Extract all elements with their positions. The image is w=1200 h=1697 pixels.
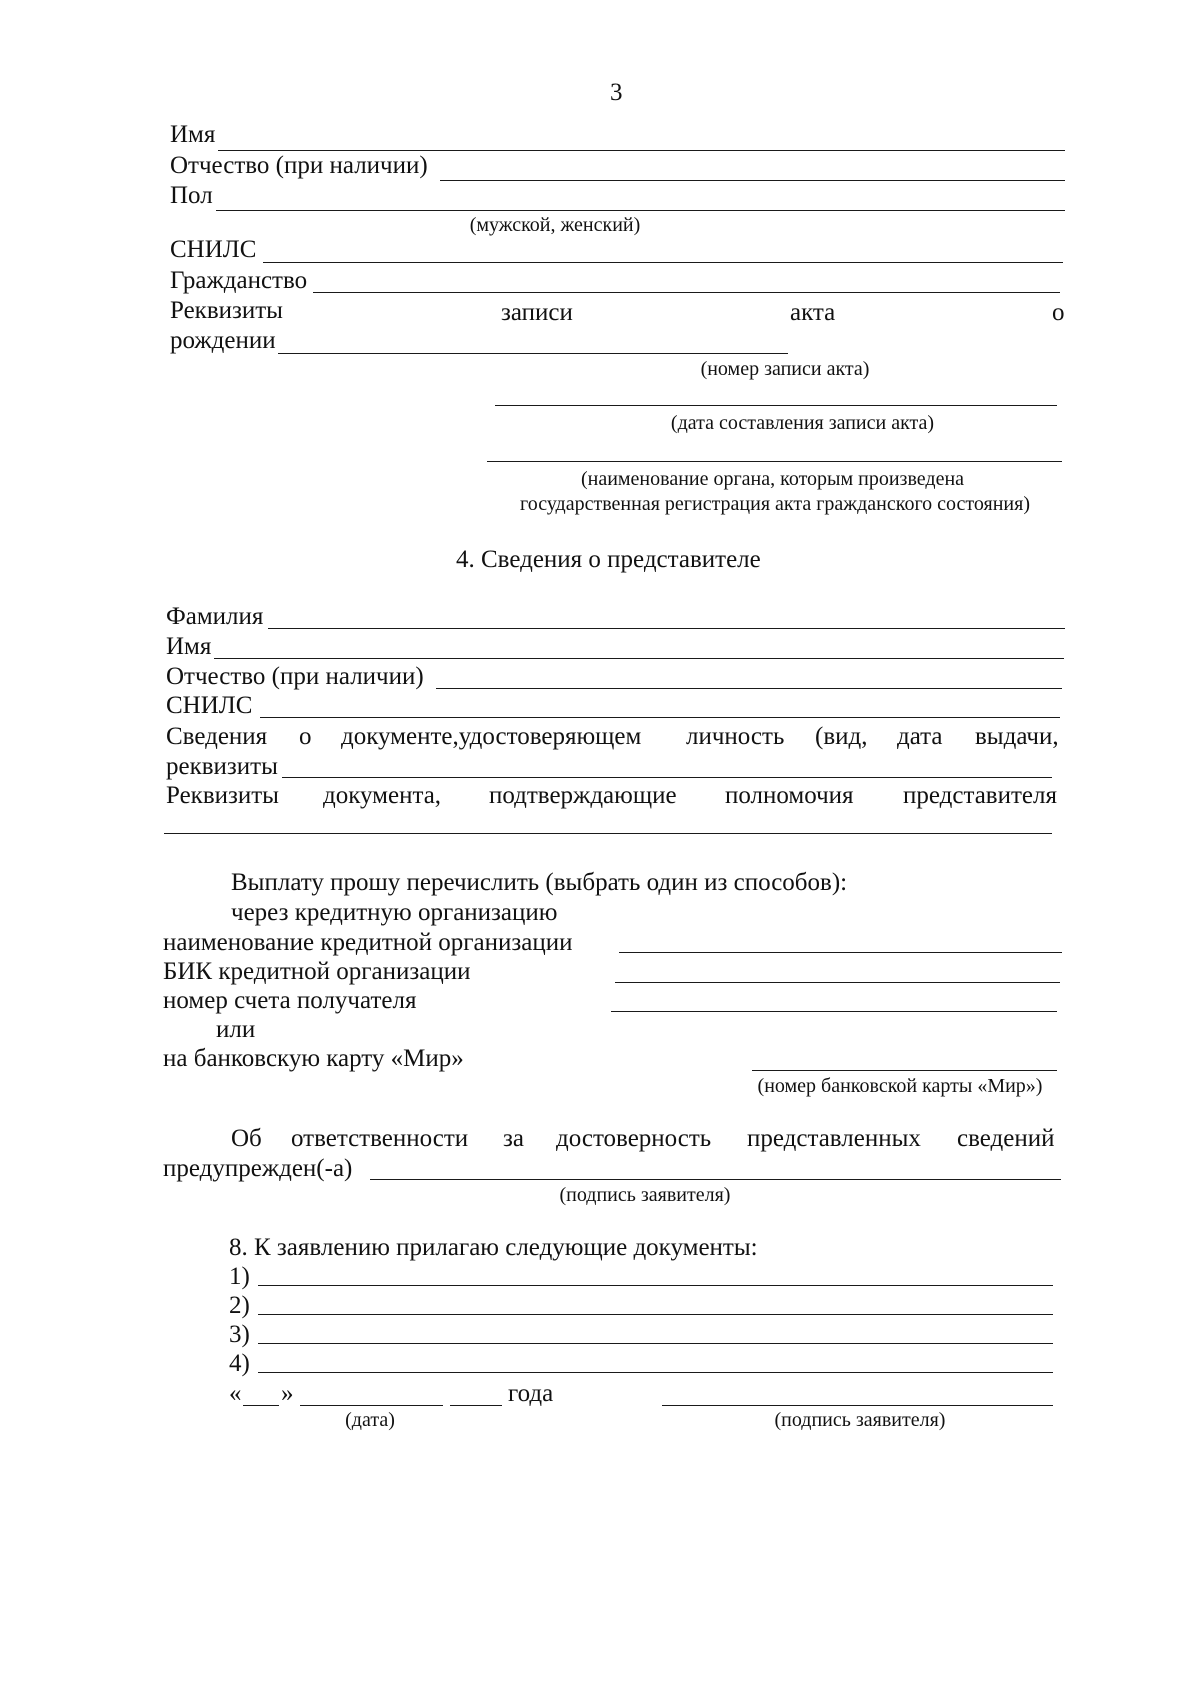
date-quote-close: » (281, 1380, 294, 1407)
attachment-number-2: 2) (229, 1292, 250, 1319)
warned-signature-caption: (подпись заявителя) (559, 1184, 731, 1206)
bik-field[interactable] (615, 982, 1060, 983)
attachment-number-4: 4) (229, 1350, 250, 1377)
mir-card-field[interactable] (752, 1070, 1057, 1071)
rep-surname-field[interactable] (268, 628, 1065, 629)
sex-caption: (мужской, женский) (469, 214, 641, 236)
registration-authority-field[interactable] (487, 461, 1062, 462)
rep-id-doc-word-4: личность (686, 723, 785, 750)
citizenship-label: Гражданство (170, 267, 308, 294)
warned-label: предупрежден(-а) (163, 1155, 353, 1182)
patronymic-label: Отчество (при наличии) (170, 152, 428, 179)
responsibility-word-6: сведений (957, 1125, 1055, 1152)
record-date-caption: (дата составления записи акта) (670, 412, 935, 434)
rep-name-field[interactable] (214, 658, 1064, 659)
patronymic-field[interactable] (440, 180, 1065, 181)
responsibility-word-5: представленных (747, 1125, 921, 1152)
attachments-heading: 8. К заявлению прилагаю следующие документы: (229, 1234, 758, 1261)
date-caption: (дата) (345, 1409, 395, 1431)
rep-patronymic-field[interactable] (436, 688, 1062, 689)
attachment-number-3: 3) (229, 1321, 250, 1348)
rep-name-label: Имя (166, 633, 212, 660)
responsibility-word-3: за (503, 1125, 524, 1152)
bank-name-label: наименование кредитной организации (163, 929, 573, 956)
rep-id-doc-word-3: документе,удостоверяющем (341, 723, 642, 750)
payment-intro: Выплату прошу перечислить (выбрать один из способов): (231, 869, 848, 896)
mir-card-label: на банковскую карту «Мир» (163, 1045, 464, 1072)
year-word: года (508, 1380, 554, 1407)
snils-field[interactable] (263, 262, 1063, 263)
snils-label: СНИЛС (170, 236, 257, 263)
date-day-field[interactable] (243, 1405, 279, 1406)
attachment-field-3[interactable] (258, 1343, 1053, 1344)
rep-surname-label: Фамилия (166, 603, 264, 630)
birth-record-word-rozhdenii: рождении (170, 327, 276, 354)
birth-record-word-2: записи (501, 299, 573, 326)
rep-id-doc-word-2: о (299, 723, 312, 750)
bik-label: БИК кредитной организации (163, 958, 471, 985)
sex-field[interactable] (216, 210, 1065, 211)
attachment-field-4[interactable] (258, 1372, 1053, 1373)
rep-authority-doc-word-1: Реквизиты (166, 782, 279, 809)
rep-authority-doc-word-5: представителя (903, 782, 1057, 809)
rep-id-doc-field[interactable] (282, 777, 1052, 778)
page-number: 3 (610, 79, 623, 106)
date-quote-open: « (229, 1380, 242, 1407)
attachment-number-1: 1) (229, 1263, 250, 1290)
rep-patronymic-label: Отчество (при наличии) (166, 663, 424, 690)
sex-label: Пол (170, 182, 213, 209)
rep-id-doc-word-7: выдачи, (975, 723, 1059, 750)
account-field[interactable] (611, 1011, 1057, 1012)
rep-snils-field[interactable] (260, 717, 1060, 718)
birth-record-word-3: акта (790, 299, 836, 326)
account-label: номер счета получателя (163, 987, 417, 1014)
rep-authority-doc-word-3: подтверждающие (489, 782, 677, 809)
rep-id-doc-line-2-label: реквизиты (166, 753, 278, 780)
record-number-caption: (номер записи акта) (700, 358, 870, 380)
rep-snils-label: СНИЛС (166, 692, 253, 719)
rep-authority-doc-word-2: документа, (323, 782, 442, 809)
authority-caption-line-1: (наименование органа, которым произведена (580, 468, 965, 490)
birth-record-number-field[interactable] (278, 353, 788, 354)
date-month-field[interactable] (300, 1405, 443, 1406)
payment-via-credit-org: через кредитную организацию (231, 899, 558, 926)
name-label: Имя (170, 121, 216, 148)
responsibility-word-1: Об (231, 1125, 262, 1152)
responsibility-word-2: ответственности (291, 1125, 469, 1152)
rep-id-doc-word-6: дата (897, 723, 943, 750)
rep-id-doc-word-1: Сведения (166, 723, 268, 750)
footer-signature-caption: (подпись заявителя) (774, 1409, 946, 1431)
representative-heading: 4. Сведения о представителе (456, 546, 761, 573)
citizenship-field[interactable] (313, 292, 1060, 293)
rep-authority-doc-field[interactable] (164, 833, 1052, 834)
birth-record-word-4: о (1052, 299, 1065, 326)
attachment-field-1[interactable] (258, 1285, 1053, 1286)
rep-id-doc-word-5: (вид, (815, 723, 868, 750)
date-year-field[interactable] (450, 1405, 502, 1406)
rep-authority-doc-word-4: полномочия (725, 782, 854, 809)
attachment-field-2[interactable] (258, 1314, 1053, 1315)
record-date-field[interactable] (495, 405, 1057, 406)
warned-signature-field[interactable] (370, 1179, 1061, 1180)
footer-signature-field[interactable] (662, 1405, 1053, 1406)
responsibility-word-4: достоверность (556, 1125, 712, 1152)
authority-caption-line-2: государственная регистрация акта гражданского состояния) (520, 493, 1030, 515)
birth-record-word-1: Реквизиты (170, 297, 283, 324)
mir-card-caption: (номер банковской карты «Мир») (757, 1075, 1043, 1097)
bank-name-field[interactable] (619, 952, 1062, 953)
payment-or: или (216, 1016, 256, 1043)
